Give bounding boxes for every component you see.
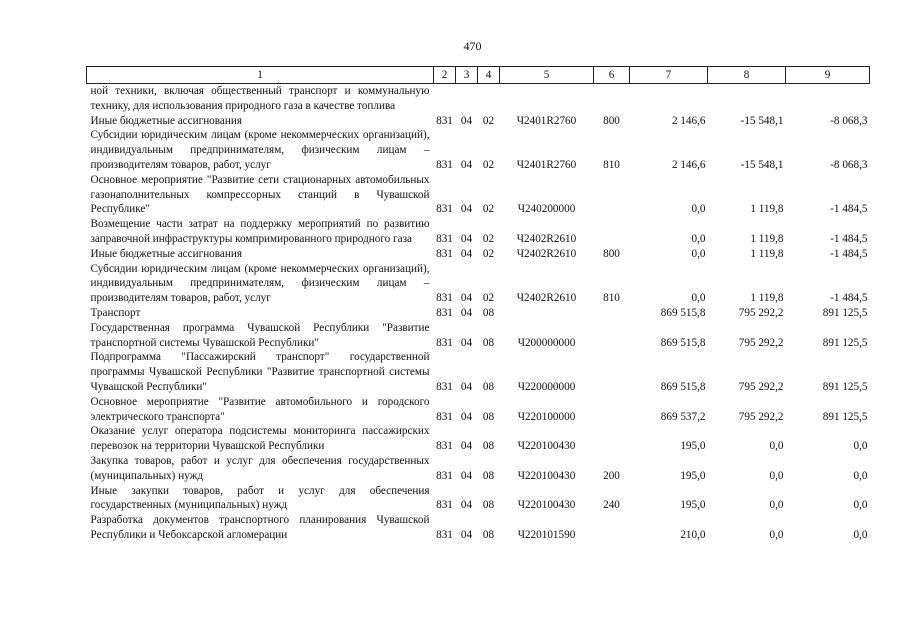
row-amount-col7 [630,84,708,114]
row-amount-col8: -15 548,1 [740,158,784,171]
row-expense-type: 810 [603,158,620,171]
row-name: Основное мероприятие "Развитие автомобильного и городского электрического транспорта" [90,395,430,423]
row-name: Возмещение части затрат на поддержку мероприятий по развитию заправочной инфраструктуры компримированного природного газа [90,218,430,245]
row-section: 04 [460,410,473,423]
row-admin-code: 831 [436,469,453,482]
row-admin-code: 831 [436,247,453,260]
row-name: Субсидии юридическим лицам (кроме некоммерческих организаций), индивидуальным предпринимателям, физическим лицам – производителям товаров, работ, услуг [90,262,430,305]
row-amount-col7: 869 515,8 [660,380,706,393]
column-header-9: 9 [786,67,870,84]
row-admin-code: 831 [436,306,453,319]
row-subsection: 08 [482,499,495,512]
row-amount-col9: -8 068,3 [830,158,868,171]
table-row [87,217,870,247]
row-amount-col9: 0,0 [853,469,868,482]
table-row [87,350,870,394]
table-row [87,262,870,306]
table-body [87,84,870,543]
row-subsection: 02 [482,247,495,260]
row-admin-code: 831 [436,499,453,512]
row-target-article: Ч220100430 [517,499,576,512]
table-row [87,484,870,514]
row-subsection: 08 [482,380,495,393]
row-subsection: 08 [482,469,495,482]
table-row [87,247,870,262]
row-name: Иные закупки товаров, работ и услуг для обеспечения государственных (муниципальных) нужд [90,484,430,512]
row-section: 04 [460,306,473,319]
row-amount-col8: 1 119,8 [750,203,784,216]
row-section: 04 [460,380,473,393]
column-header-4: 4 [478,67,500,84]
row-target-article: Ч2402R2610 [516,232,577,245]
page-number: 470 [463,39,482,53]
table-row [87,114,870,129]
row-target-article: Ч220100000 [517,410,576,423]
row-admin-code: 831 [436,336,453,349]
row-amount-col8: 0,0 [769,469,784,482]
row-amount-col9: -1 484,5 [830,232,868,245]
table-row [87,84,870,114]
table-row [87,424,870,454]
row-amount-col7: 210,0 [680,528,706,541]
row-name: Основное мероприятие "Развитие сети стационарных автомобильных газонаполнительных компрессорных станций в Чувашской Республике" [90,173,430,216]
row-section: 04 [460,292,473,305]
row-amount-col9: -1 484,5 [830,292,868,305]
row-amount-col7: 869 515,8 [660,306,706,319]
row-target-article: Ч2402R2610 [516,292,577,305]
row-expense-type [594,306,630,321]
row-amount-col9: -1 484,5 [830,247,868,260]
row-name: Закупка товаров, работ и услуг для обеспечения государственных (муниципальных) нужд [90,454,430,482]
row-section: 04 [460,203,473,216]
row-admin-code: 831 [436,410,453,423]
row-subsection: 08 [482,410,495,423]
row-amount-col8: 1 119,8 [750,247,784,260]
row-target-article [500,306,594,321]
row-target-article: Ч220000000 [517,380,576,393]
row-amount-col7: 869 537,2 [660,410,706,423]
row-name: Субсидии юридическим лицам (кроме некоммерческих организаций), индивидуальным предпринимателям, физическим лицам – производителям товаров, работ, услуг [90,129,430,171]
row-name: Подпрограмма "Пассажирский транспорт" государственной программы Чувашской Республики "Развитие транспортной системы Чувашской Республики" [90,351,430,393]
row-admin-code: 831 [436,380,453,393]
row-amount-col8: 1 119,8 [750,232,784,245]
row-amount-col7: 0,0 [691,247,706,260]
row-expense-type [594,424,630,454]
row-admin-code [434,84,456,114]
row-subsection: 02 [482,203,495,216]
row-expense-type: 810 [603,292,620,305]
table-row [87,173,870,217]
row-name: ной техники, включая общественный транспорт и коммунальную технику, для использования природного газа в качестве топлива [90,85,430,112]
row-amount-col9: 891 125,5 [822,306,868,319]
row-expense-type [594,350,630,394]
row-amount-col7: 0,0 [691,203,706,216]
row-admin-code: 831 [436,203,453,216]
row-subsection: 08 [482,440,495,453]
column-header-2: 2 [434,67,456,84]
row-amount-col7: 869 515,8 [660,336,706,349]
column-header-1: 1 [87,67,434,84]
table-row [87,395,870,425]
row-subsection: 08 [482,306,495,319]
row-expense-type [594,321,630,351]
row-name: Государственная программа Чувашской Республики "Развитие транспортной системы Чувашской Республики" [90,321,430,349]
row-amount-col8: 0,0 [769,528,784,541]
row-expense-type: 200 [603,469,620,482]
row-amount-col7: 195,0 [680,469,706,482]
row-section: 04 [460,469,473,482]
row-section: 04 [460,440,473,453]
row-amount-col8: 0,0 [769,440,784,453]
table-row [87,454,870,484]
row-admin-code: 831 [436,114,453,127]
row-amount-col9 [786,84,870,114]
table-header-row [87,67,870,84]
row-subsection: 02 [482,114,495,127]
row-expense-type: 240 [603,499,620,512]
row-amount-col7: 195,0 [680,440,706,453]
row-target-article: Ч2401R2760 [516,158,577,171]
row-amount-col7: 195,0 [680,499,706,512]
row-amount-col9: 891 125,5 [822,336,868,349]
row-amount-col8: 795 292,2 [738,336,784,349]
column-header-3: 3 [456,67,478,84]
row-admin-code: 831 [436,292,453,305]
row-amount-col9: 0,0 [853,440,868,453]
table-row [87,306,870,321]
row-amount-col8: -15 548,1 [740,114,784,127]
row-target-article [500,84,594,114]
row-section: 04 [460,232,473,245]
row-amount-col9: 891 125,5 [822,380,868,393]
table-row [87,513,870,543]
row-amount-col8: 795 292,2 [738,380,784,393]
row-admin-code: 831 [436,158,453,171]
row-subsection: 02 [482,158,495,171]
row-section [456,84,478,114]
row-subsection: 02 [482,232,495,245]
table-row [87,128,870,172]
row-amount-col7: 2 146,6 [671,114,706,127]
row-target-article: Ч2402R2610 [516,247,577,260]
row-amount-col9: 0,0 [853,499,868,512]
row-expense-type: 800 [603,247,620,260]
row-section: 04 [460,499,473,512]
row-section: 04 [460,114,473,127]
row-subsection: 02 [482,292,495,305]
row-expense-type [594,84,630,114]
row-section: 04 [460,158,473,171]
row-amount-col9: -1 484,5 [830,203,868,216]
row-section: 04 [460,528,473,541]
row-amount-col9: 0,0 [853,528,868,541]
row-subsection: 08 [482,336,495,349]
budget-table [86,66,870,543]
row-name: Разработка документов транспортного планирования Чувашской Республики и Чебоксарской агломерации [90,514,430,541]
row-subsection: 08 [482,528,495,541]
row-amount-col8: 795 292,2 [738,306,784,319]
row-amount-col9: 891 125,5 [822,410,868,423]
row-expense-type [594,395,630,425]
row-amount-col8: 1 119,8 [750,292,784,305]
row-amount-col9: -8 068,3 [830,114,868,127]
column-header-5: 5 [500,67,594,84]
column-header-6: 6 [594,67,630,84]
row-amount-col8: 795 292,2 [738,410,784,423]
table-row [87,321,870,351]
row-name: Иные бюджетные ассигнования [90,247,242,260]
row-amount-col8: 0,0 [769,499,784,512]
row-target-article: Ч200000000 [517,336,576,349]
row-admin-code: 831 [436,528,453,541]
column-header-8: 8 [708,67,786,84]
row-admin-code: 831 [436,232,453,245]
row-section: 04 [460,247,473,260]
row-expense-type [594,173,630,217]
row-expense-type [594,513,630,543]
row-target-article: Ч220100430 [517,469,576,482]
row-target-article: Ч220101590 [517,528,576,541]
row-target-article: Ч2401R2760 [516,114,577,127]
row-name: Транспорт [90,306,141,319]
row-expense-type: 800 [603,114,620,127]
row-target-article: Ч220100430 [517,440,576,453]
row-section: 04 [460,336,473,349]
row-subsection [478,84,500,114]
row-amount-col7: 0,0 [691,292,706,305]
row-target-article: Ч240200000 [517,203,576,216]
row-name: Оказание услуг оператора подсистемы мониторинга пассажирских перевозок на территории Чувашской Республики [90,425,430,453]
row-expense-type [594,217,630,247]
row-amount-col7: 2 146,6 [671,158,706,171]
row-amount-col8 [708,84,786,114]
row-amount-col7: 0,0 [691,232,706,245]
row-admin-code: 831 [436,440,453,453]
row-name: Иные бюджетные ассигнования [90,114,242,127]
column-header-7: 7 [630,67,708,84]
